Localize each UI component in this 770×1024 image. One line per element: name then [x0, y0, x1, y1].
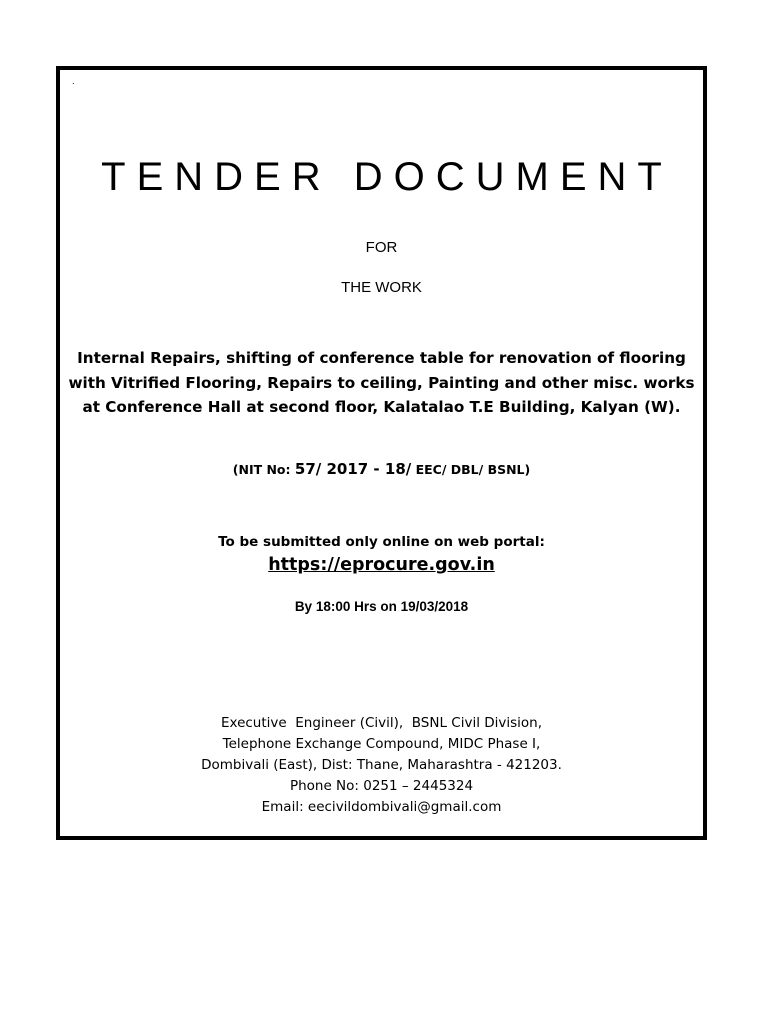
email-address: Email: eecivildombivali@gmail.com — [261, 799, 502, 815]
portal-link[interactable]: https://eprocure.gov.in — [268, 555, 495, 575]
phone-number: Phone No: 0251 – 2445324 — [289, 778, 474, 794]
office-address — [60, 713, 703, 818]
document-title: TENDER DOCUMENT — [101, 155, 673, 199]
for-label: FOR — [365, 239, 398, 256]
nit-prefix: (NIT No: — [232, 462, 291, 477]
corner-mark: . — [72, 76, 75, 86]
submission-note: To be submitted only online on web portal: — [218, 534, 545, 550]
nit-main-number: 57/ 2017 - 18/ — [294, 460, 412, 478]
nit-suffix: EEC/ DBL/ BSNL) — [415, 462, 531, 477]
work-description: Internal Repairs, shifting of conference table for renovation of flooring with Vitrified Flooring, Repairs to ceiling, Painting and other misc. works at Conference Hall at second floor, Kalatalao T.E Building, Kalyan (W). — [68, 349, 695, 416]
work-label: THE WORK — [341, 279, 422, 296]
portal-link-wrapper — [60, 553, 703, 577]
address-line-3: Dombivali (East), Dist: Thane, Maharashtra - 421203. — [201, 757, 562, 773]
address-line-2: Telephone Exchange Compound, MIDC Phase I, — [222, 736, 541, 752]
nit-number — [60, 457, 703, 482]
submission-deadline: By 18:00 Hrs on 19/03/2018 — [294, 599, 469, 614]
address-line-1: Executive Engineer (Civil), BSNL Civil Division, — [220, 715, 543, 731]
